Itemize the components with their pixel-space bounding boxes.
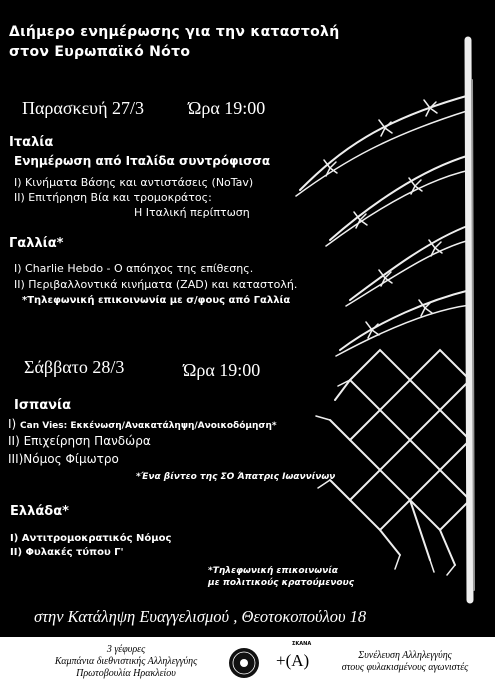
- organizer-seal-icon: [228, 647, 260, 679]
- italy-item-2: II) Επιτήρηση Βία και τρομοκράτος:: [14, 191, 212, 204]
- venue-address: στην Κατάληψη Ευαγγελισμού , Θεοτοκοπούλου 18: [34, 607, 367, 626]
- organizer-2: [320, 650, 490, 674]
- spain-item-2: II) Επιχείρηση Πανδώρα: [8, 434, 151, 448]
- spain-note: *Ένα βίντεο της ΣΟ Άπατρις Ιωαννίνων: [136, 472, 336, 482]
- organizer-1: [36, 644, 216, 680]
- italy-item-1: I) Κινήματα Βάσης και αντιστάσεις (NoTav): [14, 176, 254, 189]
- spain-heading: Ισπανία: [14, 398, 72, 413]
- spain-item-1-prefix: I): [8, 417, 21, 431]
- spain-item-1: [8, 417, 277, 431]
- friday-date: Παρασκευή 27/3: [22, 98, 145, 118]
- france-heading: Γαλλία*: [9, 236, 64, 251]
- italy-heading: Ιταλία: [9, 135, 54, 150]
- saturday-date: Σάββατο 28/3: [24, 357, 125, 377]
- spain-item-3: III)Νόμος Φίμωτρο: [8, 452, 119, 466]
- greece-item-2: II) Φυλακές τύπου Γ': [10, 547, 124, 558]
- italy-item-2-continued: Η Ιταλική περίπτωση: [134, 206, 250, 219]
- organizers-footer: [0, 637, 495, 700]
- organizer-1-line3: Πρωτοβουλία Ηρακλείου: [76, 668, 176, 679]
- france-item-2: II) Περιβαλλοντικά κινήματα (ZAD) και καταστολή.: [14, 278, 298, 291]
- italy-subtitle: Ενημέρωση από Ιταλίδα συντρόφισσα: [14, 154, 271, 168]
- organizer-1-line1: 3 γέφυρες: [106, 644, 146, 655]
- saturday-time: Ώρα 19:00: [183, 360, 261, 380]
- organizer-2-line1: Συνέλευση Αλληλεγγύης: [358, 650, 452, 661]
- spain-item-1-text: Can Vies: Εκκένωση/Ανακατάληψη/Ανοικοδόμηση*: [20, 421, 277, 431]
- anarchy-logo-icon: +(A): [276, 651, 310, 670]
- organizer-2-line2: στους φυλακισμένους αγωνιστές: [341, 662, 469, 673]
- greece-note-line2: με πολιτικούς κρατούμενους: [208, 578, 355, 588]
- poster-title-line1: Διήμερο ενημέρωσης για την καταστολή: [9, 24, 340, 40]
- france-item-1: I) Charlie Hebdo - Ο απόηχος της επίθεσης.: [14, 262, 254, 275]
- anarchy-logo-caption: ΣΚΑΝΑ: [292, 641, 312, 647]
- friday-time: Ώρα 19:00: [188, 98, 266, 118]
- france-note: *Τηλεφωνική επικοινωνία με σ/φους από Γαλλία: [22, 295, 291, 306]
- greece-item-1: I) Αντιτρομοκρατικός Νόμος: [10, 533, 172, 544]
- greece-heading: Ελλάδα*: [10, 504, 69, 519]
- poster-title-line2: στον Ευρωπαϊκό Νότο: [9, 44, 191, 60]
- greece-note-line1: *Τηλεφωνική επικοινωνία: [208, 566, 338, 576]
- organizer-1-line2: Καμπάνια διεθνιστικής Αλληλεγγύης: [54, 656, 198, 667]
